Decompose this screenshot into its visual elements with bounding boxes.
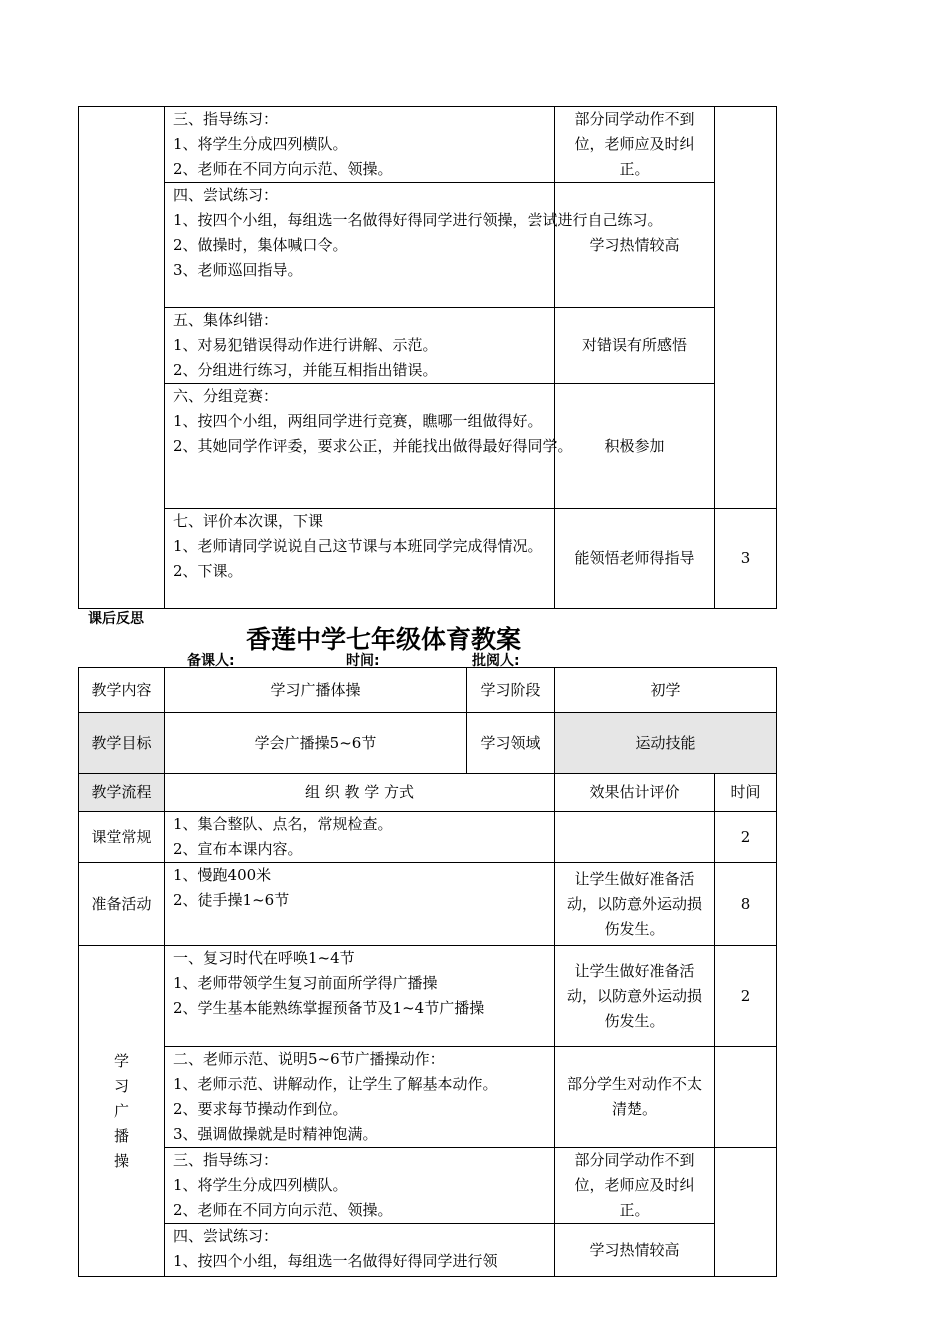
- study-row-2-content: 二、老师示范、说明5~6节广播操动作： 1、老师示范、讲解动作，让学生了解基本动作。 2、要求每节操动作到位。 3、强调做操就是时精神饱满。: [165, 1047, 555, 1148]
- top-row-5-content: 七、评价本次课，下课 1、老师请同学说说自己这节课与本班同学完成得情况。 2、下课。: [165, 509, 555, 609]
- study-row-4-effect: 学习热情较高: [555, 1224, 715, 1277]
- header-method: 组 织 教 学 方式: [165, 774, 555, 812]
- warmup-effect: 让学生做好准备活动，以防意外运动损伤发生。: [555, 863, 715, 946]
- content-value: 学习广播体操: [165, 668, 467, 713]
- meta-preparer: 备课人:: [187, 653, 235, 669]
- plan-title: 香莲中学七年级体育教案: [246, 625, 522, 654]
- study-row-3-effect: 部分同学动作不到位，老师应及时纠正。: [555, 1148, 715, 1224]
- warmup-label: 准备活动: [79, 863, 165, 946]
- content-label: 教学内容: [79, 668, 165, 713]
- routine-effect: [555, 812, 715, 863]
- top-row-2-effect: 学习热情较高: [555, 183, 715, 308]
- study-row-1-effect: 让学生做好准备活动，以防意外运动损伤发生。: [555, 946, 715, 1047]
- study-row-3-time: [715, 1148, 777, 1277]
- study-row-2-time: [715, 1047, 777, 1148]
- top-row-2-content: 四、尝试练习： 1、按四个小组，每组选一名做得好得同学进行领操，尝试进行自己练习。 2、做操时，集体喊口令。 3、老师巡回指导。: [165, 183, 555, 308]
- top-row-1-effect: 部分同学动作不到位，老师应及时纠正。: [555, 107, 715, 183]
- domain-label: 学习领域: [467, 713, 555, 774]
- warmup-content: 1、慢跑400米 2、徒手操1~6节: [165, 863, 555, 946]
- top-row-3-content: 五、集体纠错： 1、对易犯错误得动作进行讲解、示范。 2、分组进行练习，并能互相指出错误。: [165, 308, 555, 384]
- study-label-cell: [79, 946, 165, 1277]
- study-row-4-content: 四、尝试练习： 1、按四个小组，每组选一名做得好得同学进行领: [165, 1224, 555, 1277]
- study-label: 学习广播操: [114, 1051, 130, 1170]
- top-row-5-time: 3: [715, 509, 777, 609]
- goal-label: 教学目标: [79, 713, 165, 774]
- top-table: [78, 106, 777, 609]
- study-row-3-content: 三、指导练习： 1、将学生分成四列横队。 2、老师在不同方向示范、领操。: [165, 1148, 555, 1224]
- top-time-cell: [715, 107, 777, 509]
- top-flow-cell: [79, 107, 165, 609]
- meta-reviewer: 批阅人:: [472, 653, 520, 669]
- header-time: 时间: [715, 774, 777, 812]
- study-row-1-content: 一、复习时代在呼唤1~4节 1、老师带领学生复习前面所学得广播操 2、学生基本能熟练掌握预备节及1~4节广播操: [165, 946, 555, 1047]
- top-row-5-effect: 能领悟老师得指导: [555, 509, 715, 609]
- routine-label: 课堂常规: [79, 812, 165, 863]
- domain-value: 运动技能: [555, 713, 777, 774]
- top-row-3-effect: 对错误有所感悟: [555, 308, 715, 384]
- header-flow: 教学流程: [79, 774, 165, 812]
- routine-content: 1、集合整队、点名，常规检查。 2、宣布本课内容。: [165, 812, 555, 863]
- top-row-4-content: 六、分组竞赛： 1、按四个小组，两组同学进行竞赛，瞧哪一组做得好。 2、其她同学作评委，要求公正，并能找出做得最好得同学。: [165, 384, 555, 509]
- goal-value: 学会广播操5~6节: [165, 713, 467, 774]
- reflection-label: 课后反思: [88, 611, 144, 627]
- lesson-table: [78, 667, 777, 1277]
- study-row-1-time: 2: [715, 946, 777, 1047]
- stage-label: 学习阶段: [467, 668, 555, 713]
- top-row-1-content: 三、指导练习： 1、将学生分成四列横队。 2、老师在不同方向示范、领操。: [165, 107, 555, 183]
- meta-time: 时间:: [346, 653, 380, 669]
- routine-time: 2: [715, 812, 777, 863]
- header-effect: 效果估计评价: [555, 774, 715, 812]
- study-row-2-effect: 部分学生对动作不太清楚。: [555, 1047, 715, 1148]
- top-row-4-effect: 积极参加: [555, 384, 715, 509]
- warmup-time: 8: [715, 863, 777, 946]
- stage-value: 初学: [555, 668, 777, 713]
